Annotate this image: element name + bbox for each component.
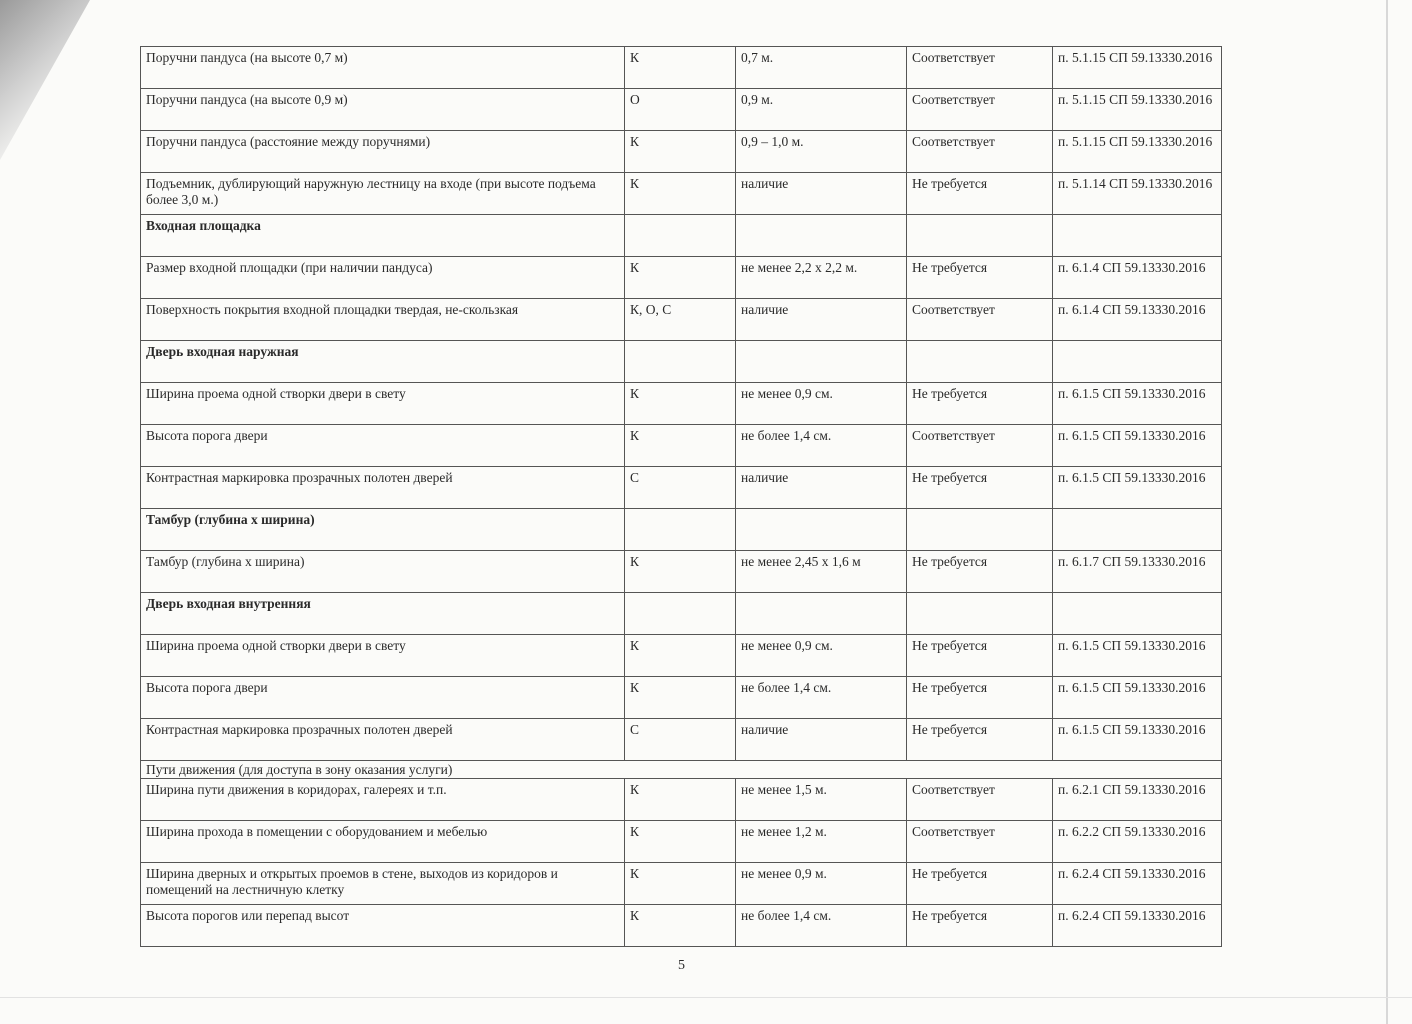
- category-code: К: [625, 779, 736, 821]
- compliance-status: Соответствует: [907, 131, 1053, 173]
- compliance-status: Не требуется: [907, 635, 1053, 677]
- compliance-status: Не требуется: [907, 719, 1053, 761]
- empty-cell: [907, 509, 1053, 551]
- regulation-reference: п. 6.1.5 СП 59.13330.2016: [1053, 677, 1222, 719]
- category-code: К, О, С: [625, 299, 736, 341]
- requirement-name: Тамбур (глубина х ширина): [141, 551, 625, 593]
- regulation-reference: п. 6.1.5 СП 59.13330.2016: [1053, 719, 1222, 761]
- page-edge-bottom: [0, 997, 1412, 998]
- normative-value: наличие: [736, 299, 907, 341]
- category-code: К: [625, 425, 736, 467]
- table-row: [141, 719, 1222, 761]
- compliance-status: Не требуется: [907, 257, 1053, 299]
- requirement-name: Высота порога двери: [141, 677, 625, 719]
- empty-cell: [736, 593, 907, 635]
- category-code: К: [625, 635, 736, 677]
- regulation-reference: п. 5.1.15 СП 59.13330.2016: [1053, 131, 1222, 173]
- table-row: [141, 425, 1222, 467]
- table-row: [141, 131, 1222, 173]
- empty-cell: [1053, 593, 1222, 635]
- section-title: Тамбур (глубина х ширина): [141, 509, 625, 551]
- requirement-name: Поручни пандуса (расстояние между поручнями): [141, 131, 625, 173]
- compliance-status: Соответствует: [907, 779, 1053, 821]
- subheading-text: Пути движения (для доступа в зону оказания услуги): [141, 761, 1222, 779]
- regulation-reference: п. 6.1.4 СП 59.13330.2016: [1053, 257, 1222, 299]
- normative-value: не менее 2,2 х 2,2 м.: [736, 257, 907, 299]
- compliance-status: Соответствует: [907, 425, 1053, 467]
- compliance-status: Соответствует: [907, 821, 1053, 863]
- table-row: [141, 47, 1222, 89]
- normative-value: не менее 1,5 м.: [736, 779, 907, 821]
- table-row: [141, 635, 1222, 677]
- compliance-status: Соответствует: [907, 89, 1053, 131]
- regulation-reference: п. 6.1.7 СП 59.13330.2016: [1053, 551, 1222, 593]
- compliance-status: Соответствует: [907, 299, 1053, 341]
- requirement-name: Контрастная маркировка прозрачных полотен дверей: [141, 719, 625, 761]
- compliance-status: Не требуется: [907, 173, 1053, 215]
- normative-value: не менее 0,9 м.: [736, 863, 907, 905]
- normative-value: не более 1,4 см.: [736, 905, 907, 947]
- empty-cell: [736, 215, 907, 257]
- empty-cell: [625, 509, 736, 551]
- category-code: К: [625, 47, 736, 89]
- compliance-status: Не требуется: [907, 551, 1053, 593]
- regulation-reference: п. 6.1.5 СП 59.13330.2016: [1053, 467, 1222, 509]
- regulation-reference: п. 5.1.14 СП 59.13330.2016: [1053, 173, 1222, 215]
- normative-value: не более 1,4 см.: [736, 677, 907, 719]
- requirement-name: Ширина дверных и открытых проемов в стене, выходов из коридоров и помещений на лестничную клетку: [141, 863, 625, 905]
- page-number: 5: [678, 958, 685, 973]
- compliance-status: Не требуется: [907, 905, 1053, 947]
- normative-value: наличие: [736, 467, 907, 509]
- section-title: Входная площадка: [141, 215, 625, 257]
- table-body: [141, 47, 1222, 947]
- table-row: [141, 821, 1222, 863]
- requirement-name: Ширина пути движения в коридорах, галереях и т.п.: [141, 779, 625, 821]
- category-code: К: [625, 863, 736, 905]
- table-row: [141, 551, 1222, 593]
- requirement-name: Ширина прохода в помещении с оборудованием и мебелью: [141, 821, 625, 863]
- category-code: К: [625, 551, 736, 593]
- category-code: К: [625, 257, 736, 299]
- requirement-name: Ширина проема одной створки двери в свету: [141, 383, 625, 425]
- requirement-name: Поручни пандуса (на высоте 0,9 м): [141, 89, 625, 131]
- regulation-reference: п. 5.1.15 СП 59.13330.2016: [1053, 89, 1222, 131]
- table-row: [141, 905, 1222, 947]
- empty-cell: [736, 341, 907, 383]
- section-title: Дверь входная наружная: [141, 341, 625, 383]
- table-row: [141, 173, 1222, 215]
- category-code: К: [625, 383, 736, 425]
- requirement-name: Размер входной площадки (при наличии пандуса): [141, 257, 625, 299]
- requirement-name: Подъемник, дублирующий наружную лестницу на входе (при высоте подъема более 3,0 м.): [141, 173, 625, 215]
- category-code: К: [625, 131, 736, 173]
- empty-cell: [736, 509, 907, 551]
- regulation-reference: п. 6.2.4 СП 59.13330.2016: [1053, 863, 1222, 905]
- normative-value: 0,9 м.: [736, 89, 907, 131]
- normative-value: наличие: [736, 173, 907, 215]
- normative-value: 0,7 м.: [736, 47, 907, 89]
- regulation-reference: п. 6.1.5 СП 59.13330.2016: [1053, 383, 1222, 425]
- requirement-name: Ширина проема одной створки двери в свету: [141, 635, 625, 677]
- accessibility-requirements-table: [140, 46, 1222, 947]
- subheading-row: [141, 761, 1222, 779]
- compliance-status: Не требуется: [907, 677, 1053, 719]
- section-row: [141, 509, 1222, 551]
- regulation-reference: п. 6.2.4 СП 59.13330.2016: [1053, 905, 1222, 947]
- table-row: [141, 89, 1222, 131]
- empty-cell: [1053, 215, 1222, 257]
- regulation-reference: п. 6.1.5 СП 59.13330.2016: [1053, 425, 1222, 467]
- category-code: К: [625, 905, 736, 947]
- section-row: [141, 593, 1222, 635]
- compliance-status: Не требуется: [907, 383, 1053, 425]
- compliance-status: Не требуется: [907, 467, 1053, 509]
- regulation-reference: п. 6.2.1 СП 59.13330.2016: [1053, 779, 1222, 821]
- compliance-status: Не требуется: [907, 863, 1053, 905]
- category-code: С: [625, 719, 736, 761]
- category-code: К: [625, 173, 736, 215]
- empty-cell: [1053, 341, 1222, 383]
- empty-cell: [1053, 509, 1222, 551]
- requirement-name: Высота порога двери: [141, 425, 625, 467]
- empty-cell: [907, 215, 1053, 257]
- category-code: К: [625, 677, 736, 719]
- table-row: [141, 863, 1222, 905]
- category-code: С: [625, 467, 736, 509]
- regulation-reference: п. 6.1.5 СП 59.13330.2016: [1053, 635, 1222, 677]
- empty-cell: [907, 593, 1053, 635]
- requirement-name: Контрастная маркировка прозрачных полотен дверей: [141, 467, 625, 509]
- regulation-reference: п. 6.1.4 СП 59.13330.2016: [1053, 299, 1222, 341]
- table-row: [141, 779, 1222, 821]
- normative-value: не менее 0,9 см.: [736, 383, 907, 425]
- folded-corner-shadow: [0, 0, 90, 160]
- normative-value: не более 1,4 см.: [736, 425, 907, 467]
- normative-value: не менее 1,2 м.: [736, 821, 907, 863]
- requirement-name: Поручни пандуса (на высоте 0,7 м): [141, 47, 625, 89]
- requirement-name: Высота порогов или перепад высот: [141, 905, 625, 947]
- table-row: [141, 467, 1222, 509]
- table-row: [141, 299, 1222, 341]
- normative-value: не менее 2,45 х 1,6 м: [736, 551, 907, 593]
- section-row: [141, 215, 1222, 257]
- table-row: [141, 257, 1222, 299]
- table-row: [141, 383, 1222, 425]
- section-row: [141, 341, 1222, 383]
- empty-cell: [625, 215, 736, 257]
- regulation-reference: п. 6.2.2 СП 59.13330.2016: [1053, 821, 1222, 863]
- normative-value: не менее 0,9 см.: [736, 635, 907, 677]
- table-row: [141, 677, 1222, 719]
- compliance-status: Соответствует: [907, 47, 1053, 89]
- empty-cell: [625, 593, 736, 635]
- section-title: Дверь входная внутренняя: [141, 593, 625, 635]
- page-edge-right: [1386, 0, 1388, 1024]
- normative-value: наличие: [736, 719, 907, 761]
- empty-cell: [907, 341, 1053, 383]
- empty-cell: [625, 341, 736, 383]
- regulation-reference: п. 5.1.15 СП 59.13330.2016: [1053, 47, 1222, 89]
- normative-value: 0,9 – 1,0 м.: [736, 131, 907, 173]
- category-code: К: [625, 821, 736, 863]
- category-code: О: [625, 89, 736, 131]
- requirement-name: Поверхность покрытия входной площадки твердая, не-скользкая: [141, 299, 625, 341]
